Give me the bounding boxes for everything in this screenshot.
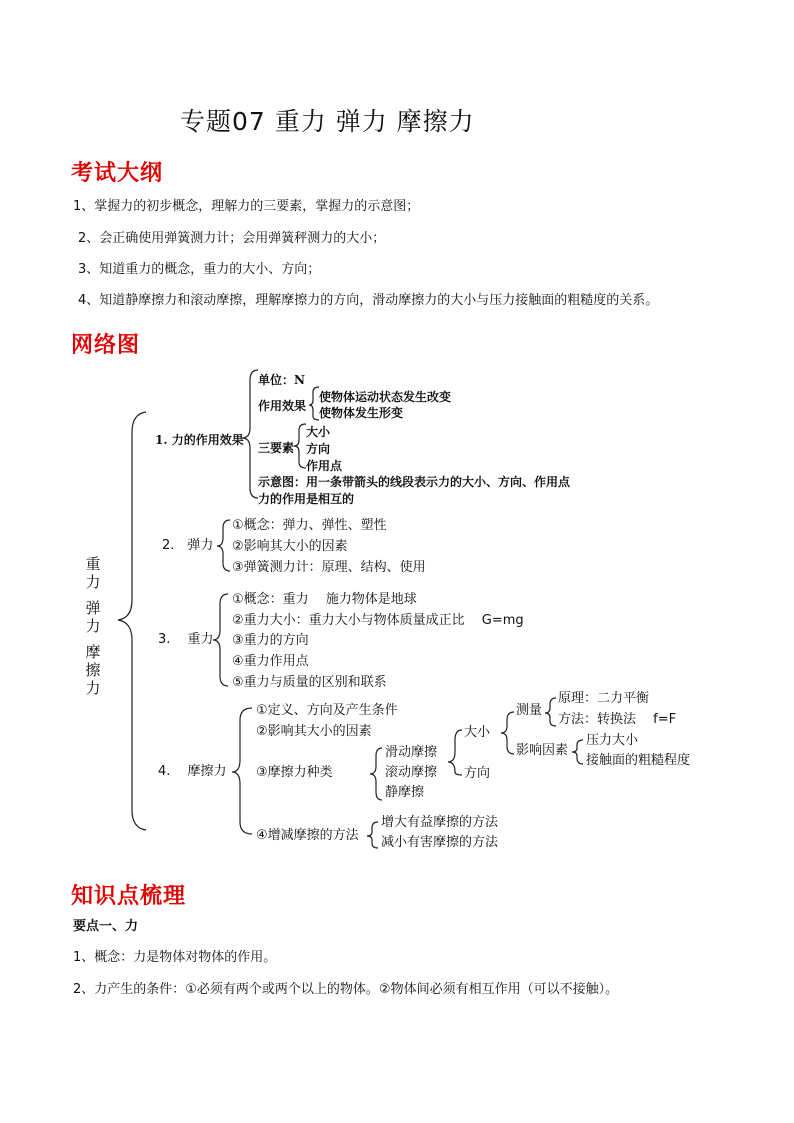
map-friction-def: ①定义、方向及产生条件: [256, 703, 398, 718]
map-force-three: 三要素: [258, 441, 295, 455]
map-root-term: 摩擦力: [85, 643, 101, 697]
map-friction-principle: 原理：二力平衡: [558, 691, 650, 706]
map-friction-method: 方法：转换法 f=F: [558, 712, 677, 727]
knowledge-point-title: 要点一、力: [73, 919, 139, 934]
map-friction-kind-item: 静摩擦: [385, 785, 425, 800]
map-gravity-item: ②重力大小：重力大小与物体质量成正比 G=mg: [232, 613, 524, 628]
map-root-term: 重力: [85, 555, 101, 591]
map-friction-size: 大小: [464, 725, 491, 740]
map-elastic-item: ③弹簧测力计：原理、结构、使用: [232, 560, 426, 575]
map-friction-kind-item: 滚动摩擦: [385, 765, 438, 780]
map-friction-influence-item: 压力大小: [586, 733, 639, 748]
map-friction-direction: 方向: [464, 766, 491, 781]
map-branch-elastic: 2. 弹力: [162, 538, 214, 553]
map-force-mutual: 力的作用是相互的: [258, 492, 355, 506]
map-gravity-item: ⑤重力与质量的区别和联系: [232, 675, 387, 690]
outline-item: 3、知道重力的概念，重力的大小、方向；: [78, 262, 321, 277]
map-friction-kinds: ③摩擦力种类: [256, 765, 333, 780]
map-friction-change-item: 减小有害摩擦的方法: [381, 835, 499, 850]
section-heading-map: 网络图: [71, 333, 141, 358]
outline-item: 1、掌握力的初步概念，理解力的三要素，掌握力的示意图；: [73, 199, 420, 214]
knowledge-line: 2、力产生的条件：①必须有两个或两个以上的物体。②物体间必须有相互作用（可以不接触）。: [73, 982, 619, 997]
map-friction-influence: 影响因素: [516, 743, 569, 758]
outline-item: 4、知道静摩擦力和滚动摩擦，理解摩擦力的方向，滑动摩擦力的大小与压力接触面的粗糙度的关系。: [78, 293, 659, 308]
map-elastic-item: ①概念：弹力、弹性、塑性: [232, 518, 387, 533]
map-gravity-item: ③重力的方向: [232, 633, 309, 648]
map-friction-kind-item: 滑动摩擦: [385, 745, 438, 760]
map-force-effect-item: 使物体发生形变: [319, 406, 404, 420]
map-gravity-item: ①概念：重力 施力物体是地球: [232, 592, 417, 607]
map-friction-measure: 测量: [516, 703, 543, 718]
map-force-three-item: 大小: [306, 425, 331, 439]
map-branch-friction: 4. 摩擦力: [158, 764, 227, 779]
map-friction-change-item: 增大有益摩擦的方法: [381, 815, 499, 830]
map-root-label: [83, 555, 103, 697]
knowledge-line: 1、概念：力是物体对物体的作用。: [73, 950, 277, 965]
map-force-unit: 单位：N: [258, 373, 305, 387]
outline-item: 2、会正确使用弹簧测力计；会用弹簧秤测力的大小；: [78, 231, 386, 246]
map-branch-force: 1. 力的作用效果: [155, 433, 244, 447]
map-force-three-item: 方向: [306, 442, 331, 456]
map-friction-influence-item: 接触面的粗糙程度: [586, 753, 691, 768]
map-friction-factor: ②影响其大小的因素: [256, 724, 372, 739]
map-force-effect-item: 使物体运动状态发生改变: [319, 390, 452, 404]
map-root-term: 弹力: [85, 599, 101, 635]
map-force-diagram: 示意图：用一条带箭头的线段表示力的大小、方向、作用点: [258, 475, 571, 489]
map-force-three-item: 作用点: [306, 459, 343, 473]
page-title: 专题07 重力 弹力 摩擦力: [180, 107, 475, 136]
section-heading-knowledge: 知识点梳理: [71, 884, 187, 909]
section-heading-outline: 考试大纲: [71, 161, 164, 186]
map-friction-change: ④增减摩擦的方法: [256, 828, 359, 843]
map-gravity-item: ④重力作用点: [232, 654, 309, 669]
map-force-effect: 作用效果: [258, 399, 307, 413]
map-elastic-item: ②影响其大小的因素: [232, 539, 348, 554]
map-branch-gravity: 3. 重力: [158, 632, 214, 647]
